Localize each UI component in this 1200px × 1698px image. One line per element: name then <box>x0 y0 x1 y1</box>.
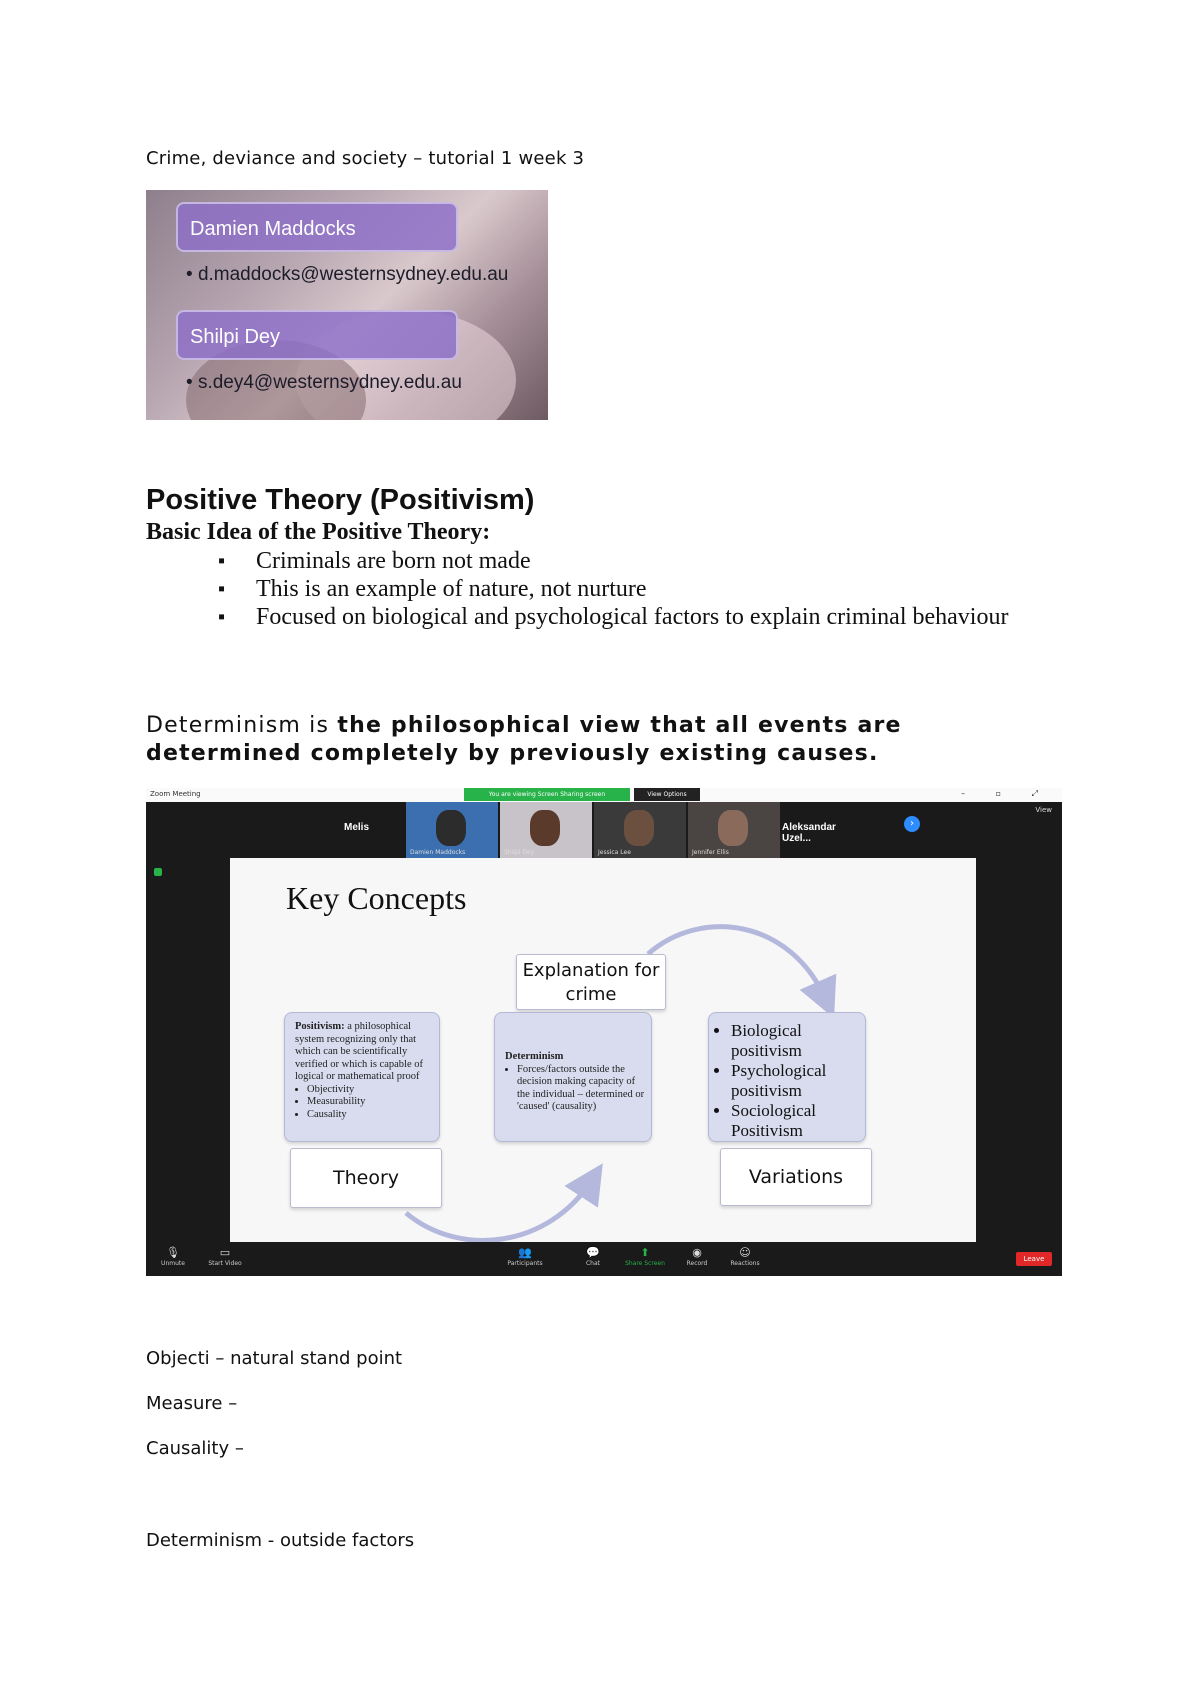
record-button[interactable]: ◉ Record <box>672 1246 722 1267</box>
participant-strip <box>312 802 862 860</box>
reactions-button[interactable]: ☺ Reactions <box>720 1246 770 1267</box>
list-item: ▪ This is an example of nature, not nurture <box>218 575 1018 603</box>
positivism-box: Positivism: a philosophical system recognizing only that which can be scientifically verified or which is capable of logical or mathematical proof • Objectivity • Measurability • Causality <box>284 1012 440 1142</box>
zoom-toolbar <box>146 1244 1062 1276</box>
smiley-icon: ☺ <box>739 1246 751 1259</box>
note-measure: Measure – <box>146 1393 238 1414</box>
zoom-app-title: Zoom Meeting <box>150 790 201 798</box>
share-screen-button[interactable]: ⬆ Share Screen <box>620 1246 670 1267</box>
contact-email-1: • d.maddocks@westernsydney.edu.au <box>186 264 509 285</box>
unmute-button[interactable]: 🎙 Unmute <box>148 1246 198 1267</box>
section-subheading: Basic Idea of the Positive Theory: <box>146 519 491 545</box>
contact-card-image <box>146 190 548 420</box>
participants-button[interactable]: 👥 Participants <box>500 1246 550 1267</box>
security-shield-icon <box>154 868 162 876</box>
microphone-icon: 🎙 <box>166 1246 180 1259</box>
contact-name-1: Damien Maddocks <box>176 202 458 252</box>
participant-label: Melis <box>344 822 370 833</box>
participant-label: Aleksandar Uzel... <box>782 822 836 844</box>
window-controls-icon[interactable]: – ▫ ⤢ <box>961 789 1052 798</box>
note-causality: Causality – <box>146 1438 244 1459</box>
chat-button[interactable]: 💬 Chat <box>568 1246 618 1267</box>
share-screen-icon: ⬆ <box>640 1246 650 1259</box>
document-title: Crime, deviance and society – tutorial 1 week 3 <box>146 148 585 169</box>
note-determinism: Determinism - outside factors <box>146 1530 415 1551</box>
note-objectivity: Objecti – natural stand point <box>146 1348 403 1369</box>
participant-tile[interactable]: Damien Maddocks <box>406 802 498 858</box>
idea-bullet-list <box>218 547 1018 631</box>
next-page-icon[interactable]: › <box>904 816 920 832</box>
theory-box: Theory <box>290 1148 442 1208</box>
shared-slide <box>230 858 976 1242</box>
participant-tile[interactable]: Jessica Lee <box>594 802 686 858</box>
slide-title: Key Concepts <box>286 880 467 916</box>
start-video-button[interactable]: ▭ Start Video <box>200 1246 250 1267</box>
zoom-screenshot <box>146 788 1062 1276</box>
curved-arrow-top <box>648 927 826 1000</box>
section-heading: Positive Theory (Positivism) <box>146 484 535 516</box>
list-item: ▪ Criminals are born not made <box>218 547 1018 575</box>
sharing-banner: You are viewing Screen Sharing screen <box>464 788 630 801</box>
contact-email-2: • s.dey4@westernsydney.edu.au <box>186 372 462 393</box>
video-camera-icon: ▭ <box>219 1246 231 1259</box>
determinism-box: Determinism • Forces/factors outside the decision making capacity of the individual – determined or 'caused' (causality) <box>494 1012 652 1142</box>
participant-tile[interactable]: Shilpi Dey <box>500 802 592 858</box>
variations-box: Variations <box>720 1148 872 1206</box>
determinism-definition: Determinism is the philosophical view that all events are determined completely by previously existing causes. <box>146 713 902 766</box>
zoom-title-bar <box>146 788 1062 802</box>
leave-button[interactable]: Leave <box>1016 1252 1052 1266</box>
chat-icon: 💬 <box>586 1246 600 1259</box>
participant-tile[interactable]: Jennifer Ellis <box>688 802 780 858</box>
contact-name-2: Shilpi Dey <box>176 310 458 360</box>
list-item: ▪ Focused on biological and psychological factors to explain criminal behaviour <box>218 603 1018 631</box>
view-options-button[interactable]: View Options <box>634 788 700 801</box>
view-button[interactable]: View <box>1035 806 1052 814</box>
variations-list-box: • Biological positivism • Psychological positivism • Sociological Positivism <box>708 1012 866 1142</box>
explanation-box: Explanation for crime <box>516 954 666 1010</box>
people-icon: 👥 <box>518 1246 532 1259</box>
record-icon: ◉ <box>692 1246 702 1259</box>
